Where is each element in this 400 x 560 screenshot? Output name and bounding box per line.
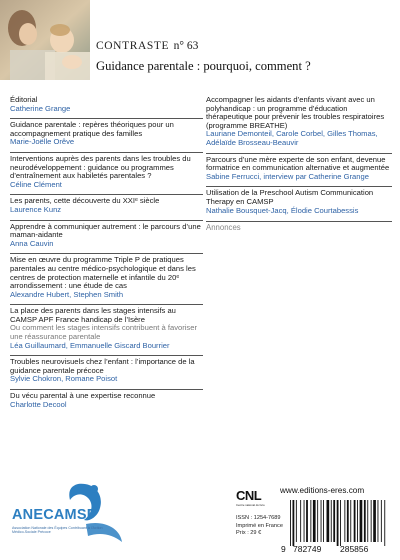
toc-entry — [10, 389, 203, 409]
toc-right-column — [206, 96, 392, 233]
barcode-bar — [371, 500, 372, 542]
barcode-bar — [357, 500, 358, 542]
toc-left-column — [10, 96, 203, 409]
entry-authors: Charlotte Decool — [10, 399, 67, 409]
barcode-bar — [300, 500, 301, 542]
barcode-bar — [350, 500, 351, 542]
entry-authors: Catherine Grange — [10, 103, 71, 113]
entry-title: La place des parents dans les stages intensifs au CAMSP APF France handicap de l’Isère — [10, 306, 176, 324]
barcode-bar — [317, 500, 318, 542]
cnl-logo — [236, 486, 270, 510]
entry-title: Parcours d’une mère experte de son enfant, devenue formatrice en communication alternative et augmentée — [206, 154, 390, 173]
entry-authors: Anna Cauvin — [10, 238, 54, 248]
barcode — [280, 498, 390, 554]
cnl-mark: CNL — [236, 488, 262, 503]
entry-authors: Alexandre Hubert, Stephen Smith — [10, 289, 124, 299]
issue-title: Guidance parentale : pourquoi, comment ? — [96, 59, 311, 73]
entry-title: Troubles neurovisuels chez l’enfant : l’importance de la guidance parentale précoce — [10, 357, 195, 375]
cover-header — [96, 36, 386, 74]
toc-entry — [206, 186, 392, 215]
barcode-bar — [347, 500, 349, 542]
cover-painting-image — [0, 0, 90, 80]
printed-line: Imprimé en France — [236, 522, 283, 529]
entry-subtitle: Ou comment les stages intensifs contribuent à favoriser une réassurance parentale — [10, 323, 197, 342]
entry-authors: Marie-Joëlle Orêve — [10, 137, 75, 147]
series-name: CONTRASTE — [96, 40, 170, 52]
entry-title: Utilisation de la Preschool Autism Communication Therapy en CAMSP — [206, 188, 374, 206]
entry-title: Accompagner les aidants d’enfants vivant avec un polyhandicap : un programme d’éducation thérapeutique pour prévenir les troubles respiratoires (programme BREATHE) — [206, 95, 385, 130]
barcode-bar — [296, 500, 297, 542]
barcode-bar — [381, 500, 382, 542]
barcode-bar — [333, 500, 335, 542]
toc-entry — [10, 220, 203, 249]
toc-entry — [10, 152, 203, 189]
barcode-bar — [310, 500, 311, 542]
toc-entry — [10, 194, 203, 214]
barcode-bar — [364, 500, 366, 542]
toc-entry — [10, 253, 203, 299]
barcode-bar — [290, 500, 291, 546]
barcode-bar — [384, 500, 385, 546]
barcode-bar — [331, 500, 332, 542]
entry-title: Éditorial — [10, 95, 38, 104]
entry-title: Mise en œuvre du programme Triple P de pratiques parentales au centre médico-psychologique et dans les centres de protection maternelle et infantile du 20ᵉ arrondissement : une étude de cas — [10, 255, 196, 291]
entry-authors: Céline Clément — [10, 179, 62, 189]
anecamsp-logo — [8, 480, 138, 558]
barcode-digits-left: 782749 — [293, 544, 322, 554]
entry-title: Guidance parentale : repères théoriques pour un accompagnement pratique des familles — [10, 120, 174, 138]
entry-title: Du vécu parental à une expertise reconnue — [10, 391, 156, 401]
publisher-url: www.editions-eres.com — [280, 486, 365, 495]
logo-wordmark: ANECAMSP — [12, 507, 97, 523]
issue-number: n° 63 — [173, 40, 199, 52]
annonces-heading: Annonces — [206, 221, 392, 233]
barcode-bar — [360, 500, 363, 542]
entry-authors: Sabine Ferrucci, interview par Catherine Grange — [206, 171, 369, 181]
entry-title: Apprendre à communiquer autrement : le parcours d’une maman-aidante — [10, 221, 201, 240]
toc-entry — [206, 153, 392, 182]
toc-entry — [10, 304, 203, 350]
barcode-digits-right: 285856 — [340, 544, 369, 554]
barcode-bar — [344, 500, 345, 542]
barcode-bar — [313, 500, 316, 542]
barcode-bar — [327, 500, 330, 542]
entry-title: Les parents, cette découverte du XXIᵉ siècle — [10, 196, 160, 206]
toc-entry — [10, 118, 203, 147]
entry-authors: Laurence Kunz — [10, 204, 62, 214]
entry-authors: Léa Guillaumard, Emmanuelle Giscard Bourrier — [10, 340, 170, 350]
barcode-bar — [337, 500, 339, 546]
barcode-bar — [306, 500, 308, 542]
cnl-caption: Centre national du livre — [236, 503, 265, 507]
entry-authors: Lauriane Demonteil, Carole Corbel, Gilles Thomas, Adélaïde Brosseau-Beauvir — [206, 129, 378, 147]
toc-entry — [206, 96, 392, 148]
toc-entry — [10, 355, 203, 384]
issn-line: ISSN : 1254-7689 — [236, 515, 281, 521]
barcode-bar — [321, 500, 322, 542]
barcode-bar — [304, 500, 305, 542]
barcode-bar — [323, 500, 324, 542]
barcode-bar — [373, 500, 376, 542]
barcode-bar — [293, 500, 295, 546]
entry-authors: Sylvie Chokron, Romane Poisot — [10, 374, 118, 384]
entry-title: Interventions auprès des parents dans les troubles du neurodéveloppement : guidance ou programmes d’entraînement aux habiletés parentales ? — [10, 153, 191, 181]
price-line: Prix : 29 € — [236, 530, 262, 537]
legal-info — [236, 515, 283, 538]
toc-entry — [10, 96, 203, 113]
logo-tagline: Association Nationale des Équipes Contribuant à l’Action Médico-Sociale Précoce — [12, 526, 103, 535]
barcode-bar — [367, 500, 368, 542]
barcode-bar — [354, 500, 356, 542]
barcode-bar — [340, 500, 341, 546]
entry-authors: Nathalie Bousquet-Jacq, Élodie Courtabessis — [206, 205, 359, 215]
series-line — [96, 36, 386, 54]
barcode-bar — [378, 500, 379, 542]
barcode-digit-lead: 9 — [281, 544, 286, 554]
